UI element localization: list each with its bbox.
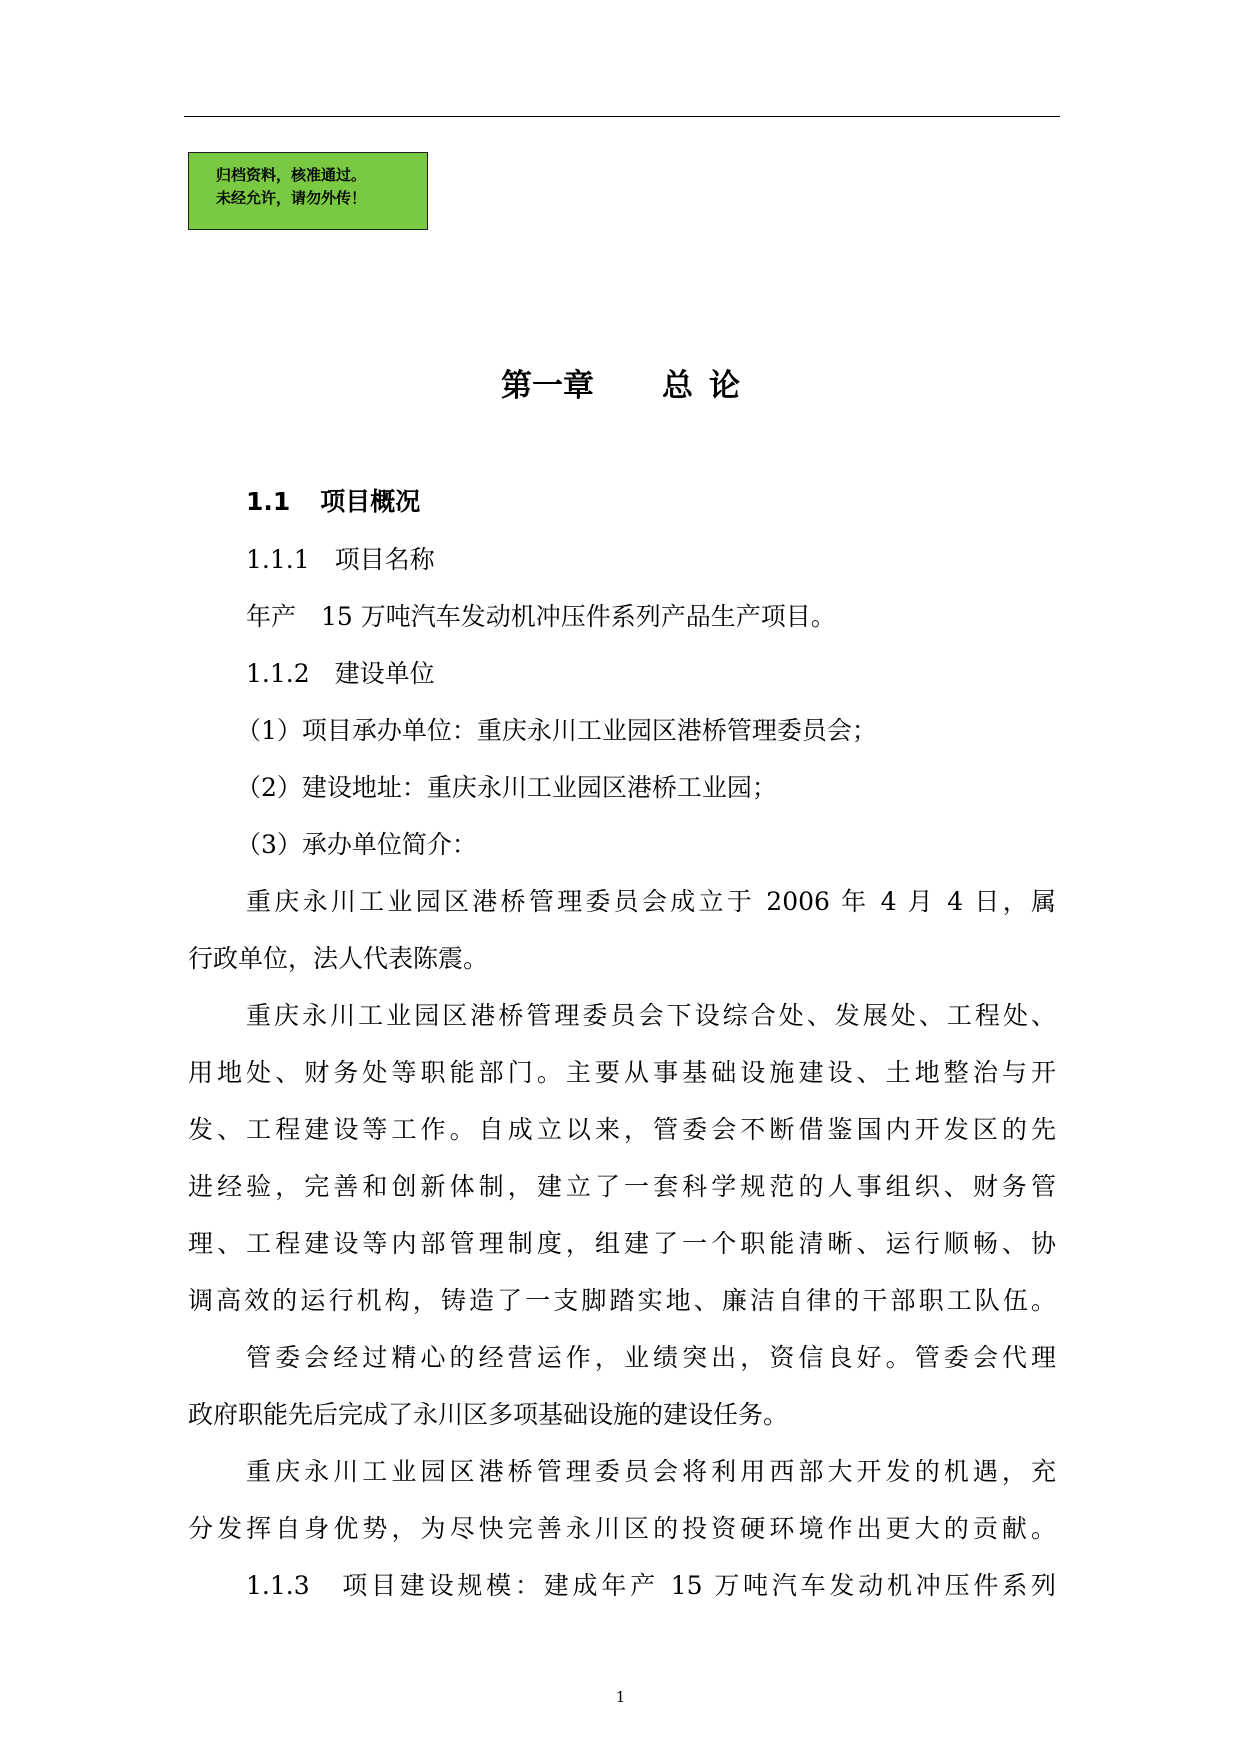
page-number: 1 xyxy=(615,1688,626,1706)
list-item-1: （1）项目承办单位：重庆永川工业园区港桥管理委员会； xyxy=(236,716,877,745)
paragraph-line: 发、工程建设等工作。自成立以来，管委会不断借鉴国内开发区的先 xyxy=(188,1115,1056,1144)
paragraph-line: 管委会经过精心的经营运作，业绩突出，资信良好。管委会代理 xyxy=(246,1343,1056,1372)
chapter-title xyxy=(0,366,1241,406)
subsection-heading-name: 1.1.1 项目名称 xyxy=(246,545,435,574)
paragraph-line: 政府职能先后完成了永川区多项基础设施的建设任务。 xyxy=(188,1400,789,1429)
chapter-title-char-2: 论 xyxy=(709,368,740,404)
chapter-title-char-1: 总 xyxy=(662,368,693,404)
stamp-line-1: 归档资料，核准通过。 xyxy=(216,166,367,184)
subsection-heading-unit: 1.1.2 建设单位 xyxy=(246,659,435,688)
chapter-label: 第一章 xyxy=(501,368,594,404)
paragraph-line: 重庆永川工业园区港桥管理委员会下设综合处、发展处、工程处、 xyxy=(246,1001,1056,1030)
paragraph-line: 调高效的运行机构，铸造了一支脚踏实地、廉洁自律的干部职工队伍。 xyxy=(188,1286,1056,1315)
paragraph-line: 分发挥自身优势，为尽快完善永川区的投资硬环境作出更大的贡献。 xyxy=(188,1514,1056,1543)
list-item-2: （2）建设地址：重庆永川工业园区港桥工业园； xyxy=(236,773,777,802)
section-heading xyxy=(246,486,420,518)
paragraph-line: 重庆永川工业园区港桥管理委员会将利用西部大开发的机遇，充 xyxy=(246,1457,1056,1486)
list-item-3: （3）承办单位简介： xyxy=(236,830,477,859)
paragraph-line: 理、工程建设等内部管理制度，组建了一个职能清晰、运行顺畅、协 xyxy=(188,1229,1056,1258)
paragraph-line: 重庆永川工业园区港桥管理委员会成立于 2006 年 4 月 4 日，属 xyxy=(246,887,1056,916)
section-number: 1.1 xyxy=(246,487,291,516)
archive-stamp xyxy=(188,152,428,230)
subsection-heading-scale: 1.1.3 项目建设规模：建成年产 15 万吨汽车发动机冲压件系列 xyxy=(246,1571,1056,1600)
project-name-text: 年产 15 万吨汽车发动机冲压件系列产品生产项目。 xyxy=(246,602,836,631)
header-rule xyxy=(184,116,1060,117)
paragraph-line: 行政单位，法人代表陈震。 xyxy=(188,944,489,973)
paragraph-line: 进经验，完善和创新体制，建立了一套科学规范的人事组织、财务管 xyxy=(188,1172,1056,1201)
section-title: 项目概况 xyxy=(320,487,421,516)
paragraph-line: 用地处、财务处等职能部门。主要从事基础设施建设、土地整治与开 xyxy=(188,1058,1056,1087)
stamp-line-2: 未经允许，请勿外传！ xyxy=(216,189,367,207)
